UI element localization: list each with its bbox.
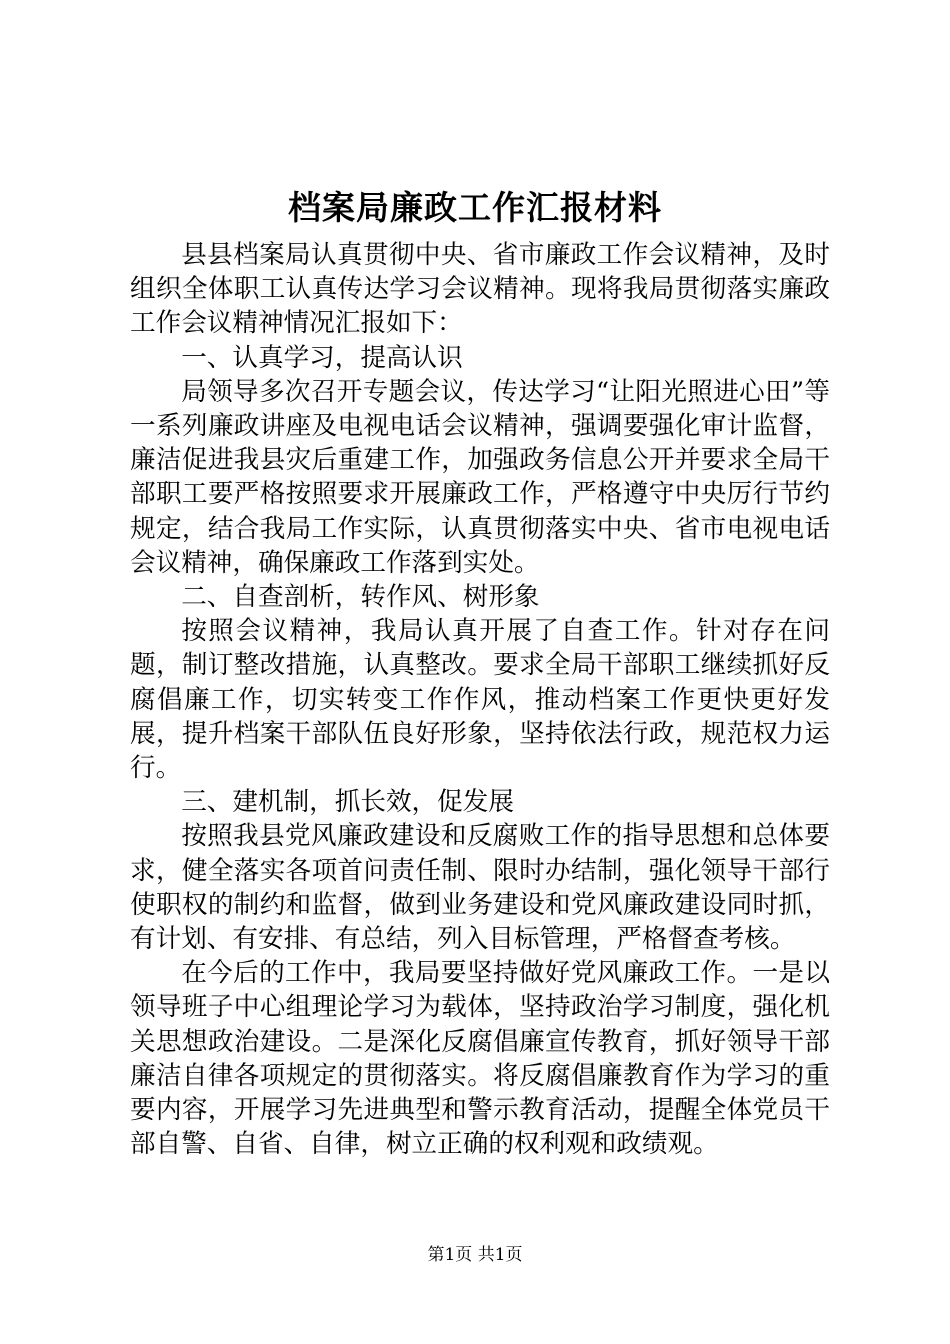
section-heading-3: 三、建机制，抓长效，促发展	[181, 787, 514, 818]
page-title: 档案局廉政工作汇报材料	[288, 188, 662, 227]
section-heading-1: 一、认真学习，提高认识	[181, 342, 463, 373]
section-paragraph-1: 局领导多次召开专题会议，传达学习“让阳光照进心田”等一系列廉政讲座及电视电话会议精神，强调要强化审计监督，廉洁促进我县灾后重建工作，加强政务信息公开并要求全局干部职工要严格按照要求开展廉政工作，严格遵守中央厉行节约规定，结合我局工作实际，认真贯彻落实中央、省市电视电话会议精神，确保廉政工作落到实处。	[130, 376, 830, 578]
intro-paragraph: 县县档案局认真贯彻中央、省市廉政工作会议精神，及时组织全体职工认真传达学习会议精神。现将我局贯彻落实廉政工作会议精神情况汇报如下：	[130, 240, 830, 339]
section-heading-2: 二、自查剖析，转作风、树形象	[181, 582, 540, 613]
document-body	[130, 238, 830, 1161]
page-footer: 第1页 共1页	[427, 1245, 523, 1265]
section-paragraph-2: 按照会议精神，我局认真开展了自查工作。针对存在问题，制订整改措施，认真整改。要求全局干部职工继续抓好反腐倡廉工作，切实转变工作作风，推动档案工作更快更好发展，提升档案干部队伍良好形象，坚持依法行政，规范权力运行。	[130, 616, 830, 784]
closing-paragraph: 在今后的工作中，我局要坚持做好党风廉政工作。一是以领导班子中心组理论学习为载体，坚持政治学习制度，强化机关思想政治建设。二是深化反腐倡廉宣传教育，抓好领导干部廉洁自律各项规定的贯彻落实。将反腐倡廉教育作为学习的重要内容，开展学习先进典型和警示教育活动，提醒全体党员干部自警、自省、自律，树立正确的权利观和政绩观。	[130, 958, 830, 1160]
section-paragraph-3: 按照我县党风廉政建设和反腐败工作的指导思想和总体要求，健全落实各项首问责任制、限时办结制，强化领导干部行使职权的制约和监督，做到业务建设和党风廉政建设同时抓，有计划、有安排、有总结，列入目标管理，严格督查考核。	[130, 821, 830, 955]
